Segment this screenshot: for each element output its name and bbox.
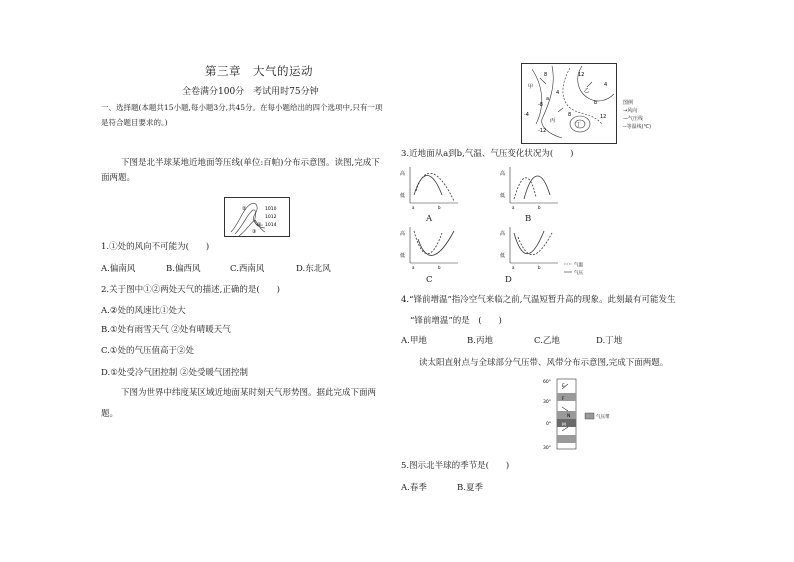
svg-text:a: a [512,265,515,270]
svg-text:低: 低 [400,253,406,259]
location-a: a [546,96,550,102]
svg-text:低: 低 [500,193,506,199]
point-2-label: ② [242,206,247,212]
svg-text:气压: 气压 [574,271,583,275]
weather-map-figure [521,63,617,144]
q5-option-a[interactable]: A.春季 [401,483,427,493]
svg-text:M: M [562,423,566,428]
q4-stem-line2: “锋前增温”的是 ( ) [410,316,502,326]
svg-text:N: N [567,414,571,419]
svg-text:气压带: 气压带 [596,415,610,420]
map-label-4: 4 [604,82,608,88]
svg-text:a: a [412,265,415,270]
svg-text:0°: 0° [546,422,552,427]
isobar-map-figure [224,197,290,237]
graph-b [500,167,558,210]
map-label-12: 12 [578,72,585,78]
dashed-line-icon: -- [623,124,627,130]
q3-legend [564,261,583,275]
location-jia: 甲 [528,84,534,90]
svg-text:低: 低 [500,253,506,259]
location-ding: 丁 [576,122,582,128]
location-bing: 丙 [550,118,556,124]
svg-text:60°: 60° [543,380,551,385]
svg-text:高: 高 [400,171,406,177]
q4-option-d[interactable]: D.丁地 [596,336,623,346]
q4-option-c[interactable]: C.乙地 [534,336,560,346]
svg-text:30°: 30° [543,400,551,405]
graph-a [400,167,458,210]
passage2-line1: 下图为世界中纬度某区域近地面某时刻天气形势图。据此完成下面两 [121,388,377,398]
page-title: 第三章 大气的运动 [205,64,313,78]
svg-text:E: E [562,384,565,389]
q5-stem: 5.图示北半球的季节是( ) [401,461,510,471]
section-instruction-line2: 是符合题目要求的。) [101,118,168,127]
q3-label-b[interactable]: B [525,214,532,224]
q5-option-b[interactable]: B.夏季 [457,483,483,493]
q2-option-c[interactable]: C.①处的气压值高于②处 [101,346,195,356]
svg-text:b: b [438,205,441,210]
q3-stem: 3.近地面从a到b,气温、气压变化状况为( ) [401,149,574,159]
graph-c [400,227,458,270]
svg-text:b: b [538,265,541,270]
legend-isobar: —气压线 [623,116,644,122]
svg-text:高: 高 [500,231,506,237]
map-label-neg12: -12 [538,128,547,134]
q4-option-b[interactable]: B.丙地 [467,336,493,346]
point-1-label: ① [257,222,262,228]
q2-stem: 2.关于图中①②两处天气的描述,正确的是( ) [101,285,280,295]
weather-map-legend [623,99,651,131]
location-yi: 乙 [584,88,590,94]
svg-text:高: 高 [500,171,506,177]
svg-text:高: 高 [400,231,406,237]
q2-option-a[interactable]: A.②处的风速比①处大 [101,306,186,316]
map-label-neg8: -8 [538,102,543,108]
q2-option-b[interactable]: B.①处有雨雪天气 ②处有晴暖天气 [101,325,231,335]
map-label-8: 8 [544,72,548,78]
passage1-line2: 面两题。 [101,173,136,183]
svg-text:a: a [412,205,415,210]
svg-text:30°: 30° [543,446,551,451]
q4-option-a[interactable]: A.甲地 [401,336,427,346]
legend-title: 图例 [623,100,634,106]
wind-arrow-icon: → [623,108,628,114]
svg-text:F: F [562,397,565,402]
q1-option-c[interactable]: C.西南风 [230,264,265,274]
q1-option-d[interactable]: D.东北风 [296,264,331,274]
svg-text:低: 低 [400,193,406,199]
map-label-8b: 8 [568,112,572,118]
q1-option-a[interactable]: A.偏南风 [101,264,136,274]
graph-d [500,227,558,270]
svg-text:b: b [538,205,541,210]
q3-label-d[interactable]: D [505,275,512,285]
q2-option-d[interactable]: D.①处受冷气团控制 ②处受暖气团控制 [101,368,249,378]
map-label-12b: 12 [600,114,607,120]
q1-stem: 1.①处的风向不可能为( ) [101,242,210,252]
svg-text:a: a [512,205,515,210]
q1-option-b[interactable]: B.偏西风 [166,264,201,274]
q3-label-a[interactable]: A [426,214,433,224]
isobar-label-1014: 1014 [265,223,277,228]
q4-stem-line1: 4.“锋前增温”指冷空气来临之前,气温短暂升高的现象。此刻最有可能发生 [401,295,676,305]
section-instruction-line1: 一、选择题(本题共15小题,每小题3分,共45分。在每小题给出的四个选项中,只有一项 [101,103,383,112]
passage1-line1: 下图是北半球某地近地面等压线(单位:百帕)分布示意图。读图,完成下 [121,158,380,168]
solid-line-icon: — [623,116,628,122]
isobar-label-1010: 1010 [265,207,277,212]
location-b: b [594,100,598,106]
svg-text:b: b [438,265,441,270]
passage3-line1: 读太阳直射点与全球部分气压带、风带分布示意图,完成下面两题。 [419,358,669,368]
exam-info: 全卷满分100分 考试用时75分钟 [182,87,319,97]
svg-text:气温: 气温 [574,263,583,268]
legend-isotherm: --等温线(℃) [623,124,652,130]
legend-wind: →风向 [623,108,638,114]
map-label-neg4: -4 [524,112,529,118]
point-3-label: ③ [252,229,257,235]
pressure-belt-figure [540,377,620,452]
passage2-line2: 题。 [101,409,119,419]
isobar-label-1012: 1012 [265,215,277,220]
map-label-4b: 4 [556,90,560,96]
q3-label-c[interactable]: C [426,275,433,285]
